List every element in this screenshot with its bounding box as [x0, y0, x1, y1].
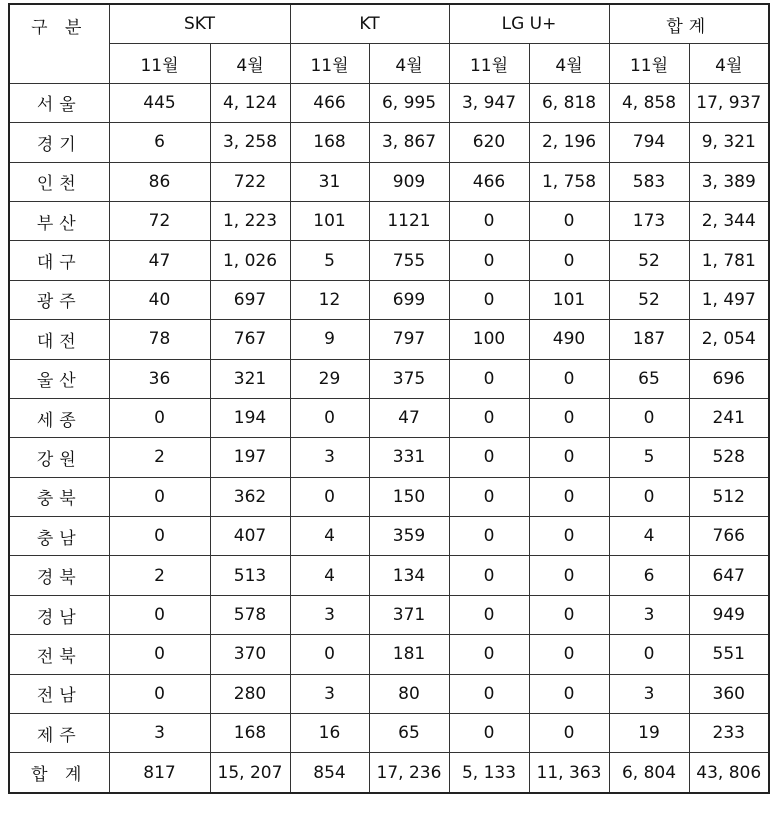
- value-cell: 1, 758: [529, 162, 609, 201]
- value-cell: 0: [449, 595, 529, 634]
- value-cell: 647: [689, 556, 769, 595]
- table-row: [9, 241, 769, 280]
- value-cell: 150: [369, 477, 449, 516]
- value-cell: 0: [529, 595, 609, 634]
- table-row: [9, 595, 769, 634]
- region-cell: 부산: [9, 201, 109, 240]
- value-cell: 445: [109, 83, 210, 122]
- value-cell: 490: [529, 320, 609, 359]
- header-row-groups: [9, 4, 769, 44]
- value-cell: 9: [290, 320, 369, 359]
- value-cell: 0: [449, 556, 529, 595]
- value-cell: 466: [290, 83, 369, 122]
- value-cell: 360: [689, 674, 769, 713]
- value-cell: 187: [609, 320, 689, 359]
- value-cell: 370: [210, 635, 290, 674]
- value-cell: 0: [529, 556, 609, 595]
- value-cell: 65: [369, 714, 449, 753]
- table-row: [9, 438, 769, 477]
- value-cell: 0: [109, 635, 210, 674]
- value-cell: 0: [290, 477, 369, 516]
- value-cell: 362: [210, 477, 290, 516]
- value-cell: 0: [529, 201, 609, 240]
- value-cell: 19: [609, 714, 689, 753]
- region-cell: 강원: [9, 438, 109, 477]
- value-cell: 1, 223: [210, 201, 290, 240]
- table-row: [9, 714, 769, 753]
- value-cell: 29: [290, 359, 369, 398]
- total-label: 합 계: [9, 753, 109, 793]
- value-cell: 31: [290, 162, 369, 201]
- value-cell: 1, 497: [689, 280, 769, 319]
- value-cell: 17, 937: [689, 83, 769, 122]
- table-row: [9, 517, 769, 556]
- value-cell: 2, 054: [689, 320, 769, 359]
- value-cell: 16: [290, 714, 369, 753]
- value-cell: 0: [449, 714, 529, 753]
- value-cell: 5, 133: [449, 753, 529, 793]
- value-cell: 0: [449, 477, 529, 516]
- value-cell: 0: [529, 438, 609, 477]
- value-cell: 512: [689, 477, 769, 516]
- value-cell: 5: [290, 241, 369, 280]
- category-header: 구 분: [9, 4, 109, 83]
- value-cell: 6: [109, 123, 210, 162]
- value-cell: 513: [210, 556, 290, 595]
- region-cell: 서울: [9, 83, 109, 122]
- table-row: [9, 320, 769, 359]
- value-cell: 3: [290, 595, 369, 634]
- value-cell: 3, 389: [689, 162, 769, 201]
- value-cell: 2: [109, 556, 210, 595]
- value-cell: 11, 363: [529, 753, 609, 793]
- table-row: [9, 83, 769, 122]
- value-cell: 1, 026: [210, 241, 290, 280]
- value-cell: 755: [369, 241, 449, 280]
- value-cell: 17, 236: [369, 753, 449, 793]
- month-header: 11월: [290, 44, 369, 83]
- table-row: [9, 674, 769, 713]
- table-row: [9, 477, 769, 516]
- value-cell: 0: [449, 438, 529, 477]
- group-header-total: 합계: [609, 4, 769, 44]
- region-cell: 경기: [9, 123, 109, 162]
- value-cell: 1121: [369, 201, 449, 240]
- month-header: 4월: [369, 44, 449, 83]
- value-cell: 194: [210, 398, 290, 437]
- value-cell: 233: [689, 714, 769, 753]
- value-cell: 0: [529, 477, 609, 516]
- value-cell: 197: [210, 438, 290, 477]
- value-cell: 0: [609, 477, 689, 516]
- value-cell: 47: [369, 398, 449, 437]
- value-cell: 4, 858: [609, 83, 689, 122]
- value-cell: 699: [369, 280, 449, 319]
- value-cell: 697: [210, 280, 290, 319]
- region-cell: 충북: [9, 477, 109, 516]
- value-cell: 78: [109, 320, 210, 359]
- month-header: 4월: [210, 44, 290, 83]
- total-row: [9, 753, 769, 793]
- region-cell: 경북: [9, 556, 109, 595]
- month-header: 11월: [609, 44, 689, 83]
- region-cell: 세종: [9, 398, 109, 437]
- value-cell: 40: [109, 280, 210, 319]
- value-cell: 12: [290, 280, 369, 319]
- value-cell: 0: [529, 674, 609, 713]
- value-cell: 181: [369, 635, 449, 674]
- month-header: 11월: [109, 44, 210, 83]
- value-cell: 3: [290, 674, 369, 713]
- header-row-months: [9, 44, 769, 83]
- regional-statistics-table: [8, 3, 770, 794]
- value-cell: 6, 995: [369, 83, 449, 122]
- value-cell: 321: [210, 359, 290, 398]
- region-cell: 전북: [9, 635, 109, 674]
- value-cell: 15, 207: [210, 753, 290, 793]
- value-cell: 3: [109, 714, 210, 753]
- region-cell: 광주: [9, 280, 109, 319]
- table-row: [9, 201, 769, 240]
- group-header-kt: KT: [290, 4, 449, 44]
- value-cell: 0: [449, 359, 529, 398]
- value-cell: 47: [109, 241, 210, 280]
- value-cell: 909: [369, 162, 449, 201]
- value-cell: 101: [529, 280, 609, 319]
- value-cell: 620: [449, 123, 529, 162]
- value-cell: 0: [109, 674, 210, 713]
- value-cell: 4: [290, 517, 369, 556]
- value-cell: 3: [609, 595, 689, 634]
- region-cell: 대구: [9, 241, 109, 280]
- region-cell: 인천: [9, 162, 109, 201]
- value-cell: 407: [210, 517, 290, 556]
- region-cell: 전남: [9, 674, 109, 713]
- value-cell: 3: [609, 674, 689, 713]
- value-cell: 100: [449, 320, 529, 359]
- value-cell: 466: [449, 162, 529, 201]
- table-row: [9, 635, 769, 674]
- group-header-skt: SKT: [109, 4, 290, 44]
- value-cell: 359: [369, 517, 449, 556]
- value-cell: 65: [609, 359, 689, 398]
- region-cell: 충남: [9, 517, 109, 556]
- value-cell: 0: [529, 517, 609, 556]
- value-cell: 80: [369, 674, 449, 713]
- value-cell: 52: [609, 280, 689, 319]
- value-cell: 86: [109, 162, 210, 201]
- value-cell: 4, 124: [210, 83, 290, 122]
- value-cell: 797: [369, 320, 449, 359]
- value-cell: 52: [609, 241, 689, 280]
- value-cell: 280: [210, 674, 290, 713]
- value-cell: 766: [689, 517, 769, 556]
- value-cell: 817: [109, 753, 210, 793]
- value-cell: 0: [609, 398, 689, 437]
- value-cell: 794: [609, 123, 689, 162]
- value-cell: 0: [449, 635, 529, 674]
- value-cell: 9, 321: [689, 123, 769, 162]
- group-header-lgu: LG U+: [449, 4, 609, 44]
- value-cell: 3: [290, 438, 369, 477]
- region-cell: 대전: [9, 320, 109, 359]
- value-cell: 0: [449, 398, 529, 437]
- value-cell: 0: [290, 635, 369, 674]
- value-cell: 3, 258: [210, 123, 290, 162]
- value-cell: 0: [529, 398, 609, 437]
- value-cell: 0: [449, 674, 529, 713]
- value-cell: 6: [609, 556, 689, 595]
- value-cell: 696: [689, 359, 769, 398]
- value-cell: 528: [689, 438, 769, 477]
- value-cell: 0: [109, 595, 210, 634]
- value-cell: 0: [609, 635, 689, 674]
- value-cell: 722: [210, 162, 290, 201]
- value-cell: 551: [689, 635, 769, 674]
- value-cell: 0: [529, 241, 609, 280]
- value-cell: 0: [109, 398, 210, 437]
- value-cell: 331: [369, 438, 449, 477]
- table-row: [9, 398, 769, 437]
- value-cell: 0: [529, 635, 609, 674]
- value-cell: 36: [109, 359, 210, 398]
- table-body: [9, 4, 769, 793]
- value-cell: 0: [449, 241, 529, 280]
- table-row: [9, 556, 769, 595]
- region-cell: 울산: [9, 359, 109, 398]
- month-header: 4월: [689, 44, 769, 83]
- region-cell: 경남: [9, 595, 109, 634]
- value-cell: 43, 806: [689, 753, 769, 793]
- value-cell: 72: [109, 201, 210, 240]
- value-cell: 0: [529, 714, 609, 753]
- value-cell: 371: [369, 595, 449, 634]
- table-container: [8, 3, 770, 794]
- value-cell: 134: [369, 556, 449, 595]
- value-cell: 4: [609, 517, 689, 556]
- value-cell: 0: [109, 477, 210, 516]
- value-cell: 4: [290, 556, 369, 595]
- value-cell: 2, 196: [529, 123, 609, 162]
- region-cell: 제주: [9, 714, 109, 753]
- month-header: 11월: [449, 44, 529, 83]
- table-row: [9, 162, 769, 201]
- value-cell: 0: [449, 517, 529, 556]
- value-cell: 0: [449, 201, 529, 240]
- table-row: [9, 123, 769, 162]
- month-header: 4월: [529, 44, 609, 83]
- value-cell: 854: [290, 753, 369, 793]
- value-cell: 578: [210, 595, 290, 634]
- value-cell: 2, 344: [689, 201, 769, 240]
- value-cell: 241: [689, 398, 769, 437]
- value-cell: 6, 804: [609, 753, 689, 793]
- table-row: [9, 359, 769, 398]
- value-cell: 5: [609, 438, 689, 477]
- value-cell: 3, 947: [449, 83, 529, 122]
- value-cell: 0: [109, 517, 210, 556]
- value-cell: 6, 818: [529, 83, 609, 122]
- value-cell: 949: [689, 595, 769, 634]
- value-cell: 101: [290, 201, 369, 240]
- value-cell: 375: [369, 359, 449, 398]
- value-cell: 173: [609, 201, 689, 240]
- value-cell: 0: [449, 280, 529, 319]
- value-cell: 0: [529, 359, 609, 398]
- value-cell: 3, 867: [369, 123, 449, 162]
- value-cell: 767: [210, 320, 290, 359]
- value-cell: 0: [290, 398, 369, 437]
- value-cell: 168: [210, 714, 290, 753]
- value-cell: 2: [109, 438, 210, 477]
- value-cell: 583: [609, 162, 689, 201]
- value-cell: 1, 781: [689, 241, 769, 280]
- table-row: [9, 280, 769, 319]
- value-cell: 168: [290, 123, 369, 162]
